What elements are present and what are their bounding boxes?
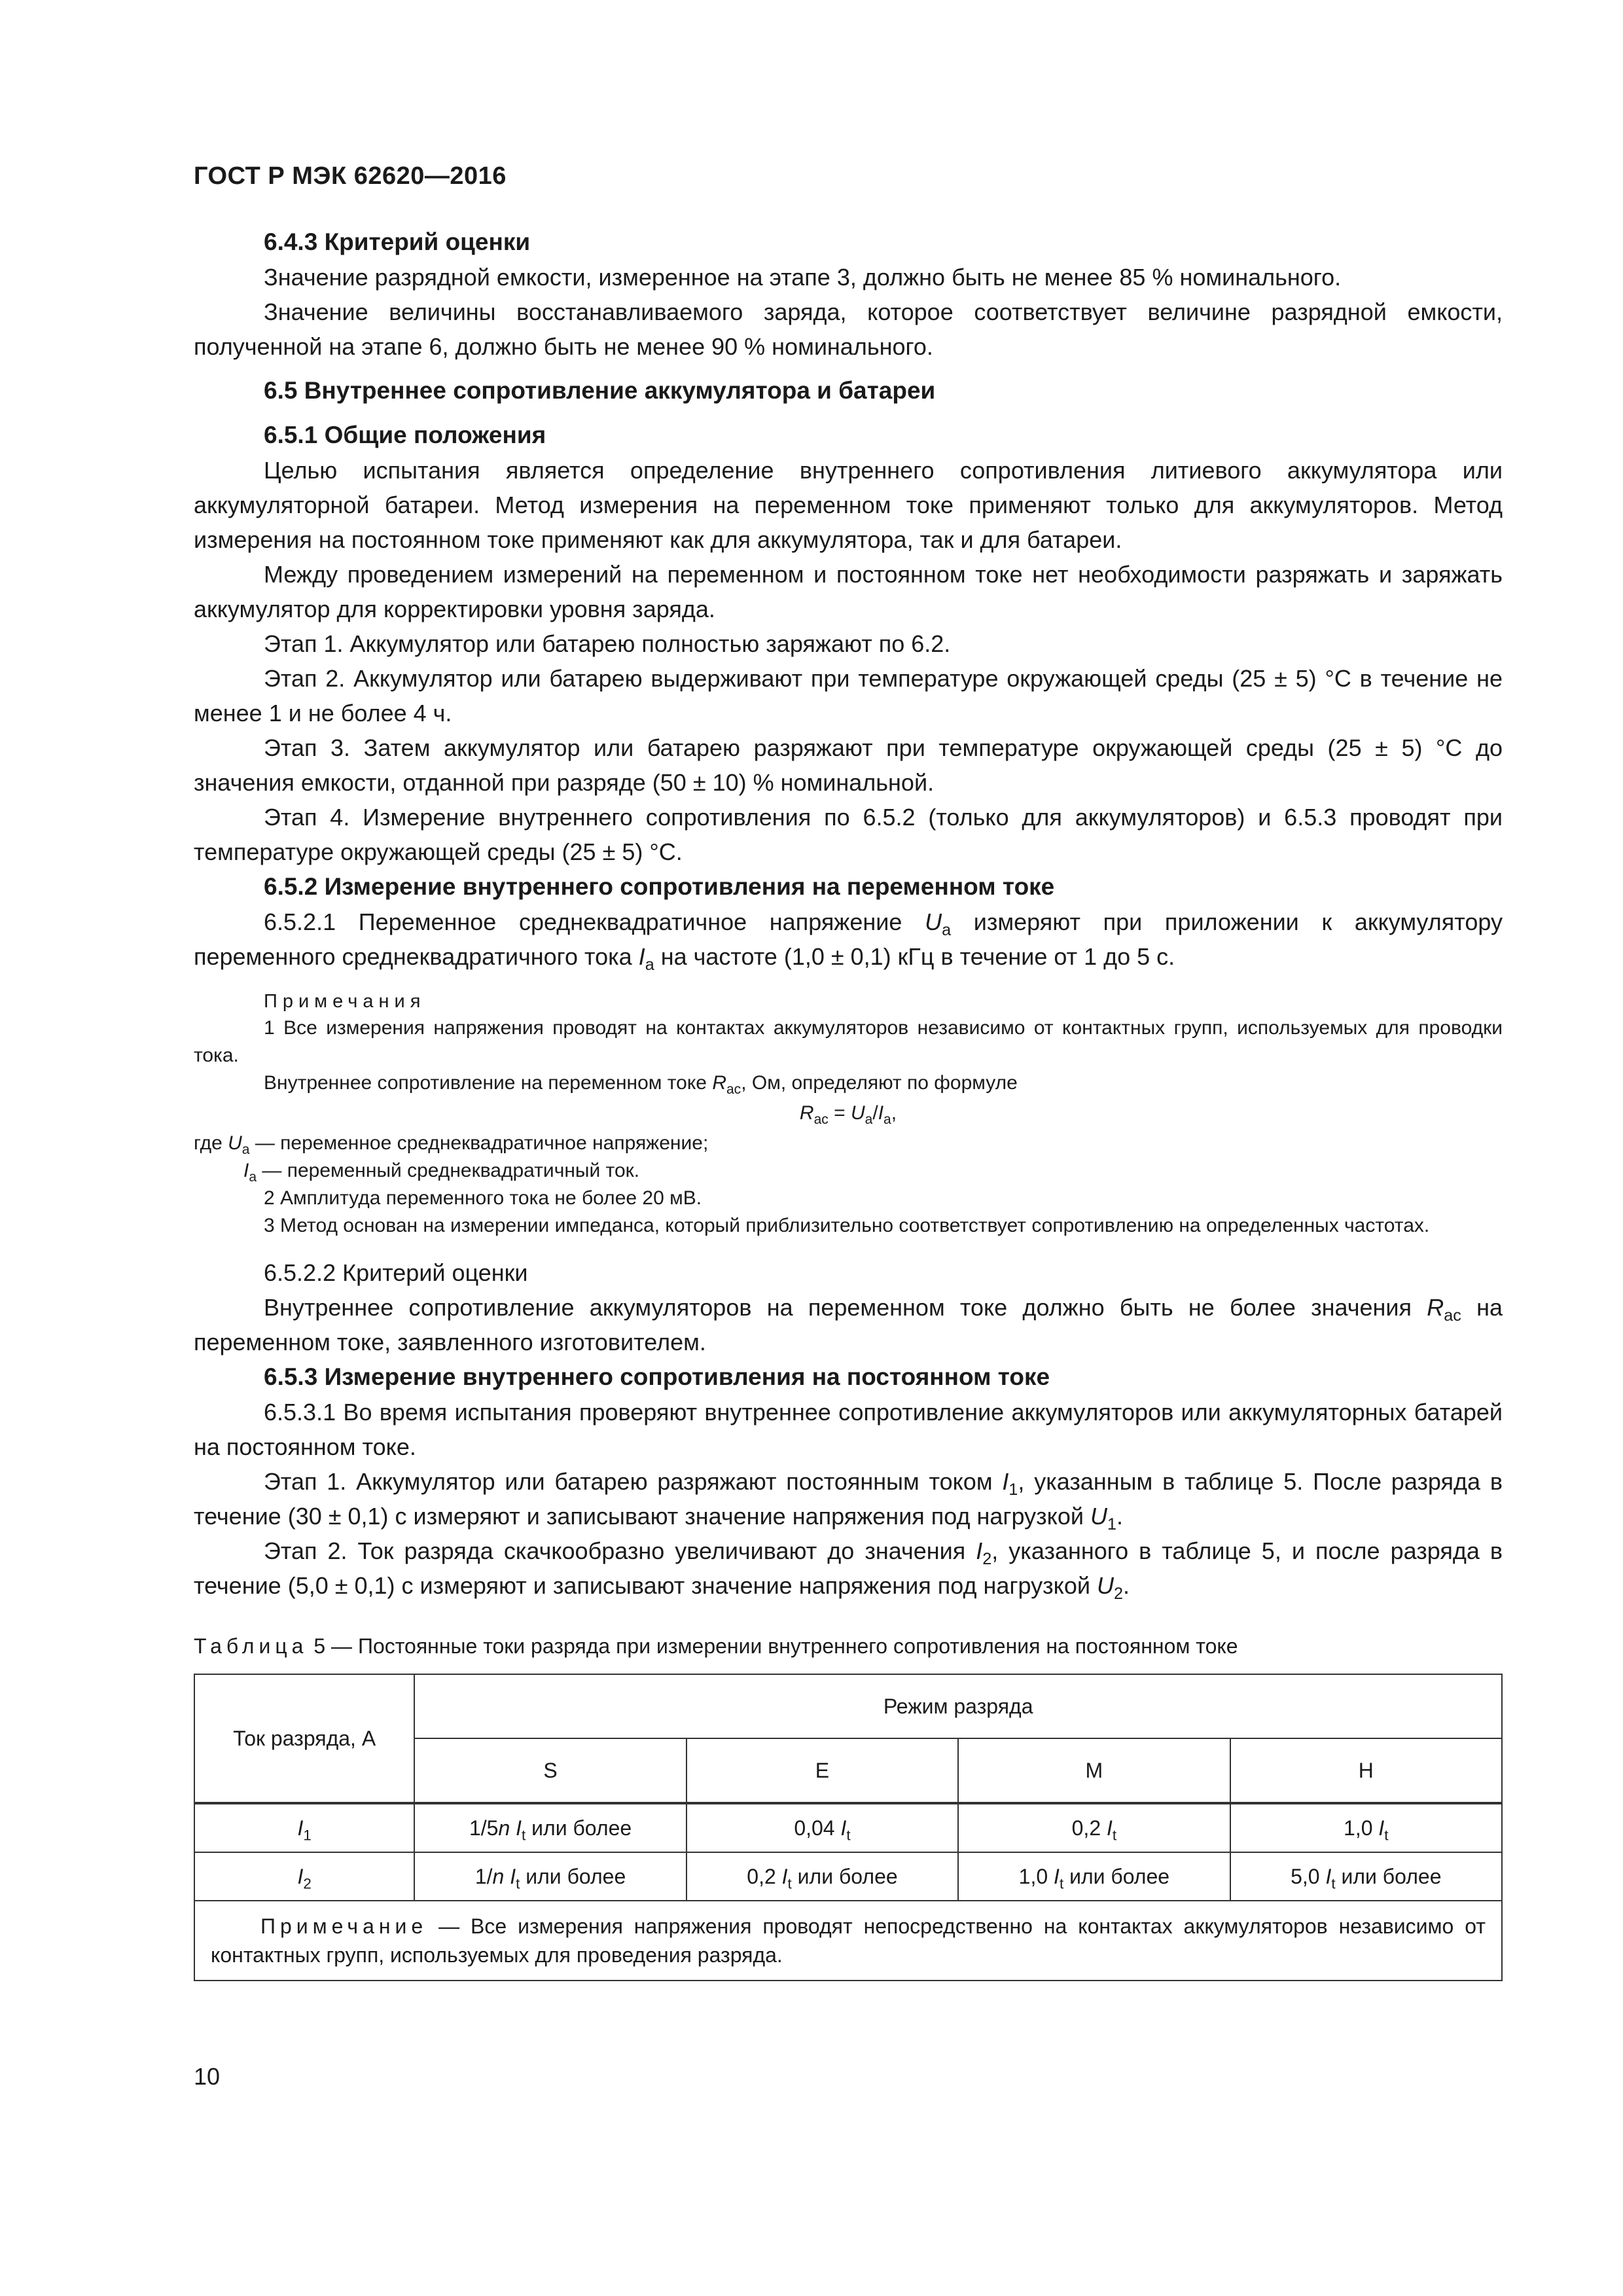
section-6-4-3-title: 6.4.3 Критерий оценки — [264, 228, 531, 255]
table-cell: 1,0 $I_t$ или более — [958, 1852, 1230, 1901]
document-header: ГОСТ Р МЭК 62620—2016 — [194, 162, 507, 190]
table-cell: 0,2 $I_t$ — [958, 1803, 1230, 1852]
table-row — [194, 1803, 1502, 1852]
table-cell: 0,2 $I_t$ или более — [687, 1852, 958, 1901]
table-5 — [194, 1674, 1503, 1981]
page-number: 10 — [194, 2063, 221, 2090]
paragraph: Целью испытания является определение внутреннего сопротивления литиевого аккумулятора или аккумуляторной батареи. Метод измерения на переменном токе применяют только для аккумуляторов. Метод измерения на постоянном токе применяют как для аккумулятора, так и для батареи. — [194, 457, 1503, 553]
page-content — [194, 162, 1503, 1981]
table-cell-i2: $I_2$ — [194, 1852, 414, 1901]
table-row — [194, 1852, 1502, 1901]
step-2-dc: Этап 2. Ток разряда скачкообразно увеличивают до значения $I_2$, указанного в таблице 5, и после разряда в течение (5,0 ± 0,1) с измеряют и записывают значение напряжения под нагрузкой $U_2$. — [194, 1537, 1503, 1604]
table-header-mode-h: H — [1230, 1738, 1502, 1803]
table-header-mode-m: M — [958, 1738, 1230, 1803]
paragraph: Значение разрядной емкости, измеренное на этапе 3, должно быть не менее 85 % номинального. — [264, 264, 1342, 291]
paragraph: Между проведением измерений на переменном и постоянном токе нет необходимости разряжать и заряжать аккумулятор для корректировки уровня заряда. — [194, 561, 1503, 622]
section-6-5-title: 6.5 Внутреннее сопротивление аккумулятора и батареи — [264, 377, 936, 404]
step-1-dc: Этап 1. Аккумулятор или батарею разряжают постоянным током $I_1$, указанным в таблице 5. После разряда в течение (30 ± 0,1) с измеряют и записывают значение напряжения под нагрузкой $U_1$. — [194, 1468, 1503, 1534]
table-cell: 1/n $I_t$ или более — [414, 1852, 686, 1901]
table-cell: 1/5n $I_t$ или более — [414, 1803, 686, 1852]
formula-where-u: где $U_a$ — переменное среднеквадратичное напряжение; — [194, 1132, 709, 1157]
section-6-5-2-2-title: 6.5.2.2 Критерий оценки — [264, 1259, 528, 1286]
table-header-current: Ток разряда, А — [194, 1674, 414, 1803]
step-3: Этап 3. Затем аккумулятор или батарею разряжают при температуре окружающей среды (25 ± 5) °С до значения емкости, отданной при разряде (50 ± 10) % номинальной. — [194, 734, 1503, 796]
note-2: 2 Амплитуда переменного тока не более 20 мВ. — [264, 1187, 702, 1209]
paragraph: Значение величины восстанавливаемого заряда, которое соответствует величине разрядной емкости, полученной на этапе 6, должно быть не менее 90 % номинального. — [194, 298, 1503, 360]
table-cell: 0,04 $I_t$ — [687, 1803, 958, 1852]
paragraph-6-5-3-1: 6.5.3.1 Во время испытания проверяют внутреннее сопротивление аккумуляторов или аккумуляторных батарей на постоянном токе. — [194, 1399, 1503, 1460]
paragraph-6-5-2-2: Внутреннее сопротивление аккумуляторов на переменном токе должно быть не более значения $R_{ac}$ на переменном токе, заявленного изготовителем. — [194, 1294, 1503, 1355]
section-6-5-2-title: 6.5.2 Измерение внутреннего сопротивления на переменном токе — [264, 873, 1055, 900]
table-header-mode: Режим разряда — [414, 1674, 1502, 1738]
table-note: Примечание — Все измерения напряжения проводят непосредственно на контактах аккумуляторов независимо от контактных групп, используемых для проведения разряда. — [194, 1901, 1502, 1981]
table-header-mode-s: S — [414, 1738, 686, 1803]
formula: $R_{ac} = U_a/I_a$, — [799, 1102, 897, 1127]
note-1: 1 Все измерения напряжения проводят на контактах аккумуляторов независимо от контактных групп, используемых для проводки тока. — [194, 1017, 1503, 1066]
table-cell: 1,0 $I_t$ — [1230, 1803, 1502, 1852]
step-1: Этап 1. Аккумулятор или батарею полностью заряжают по 6.2. — [264, 630, 951, 657]
table-header-mode-e: E — [687, 1738, 958, 1803]
step-2: Этап 2. Аккумулятор или батарею выдерживают при температуре окружающей среды (25 ± 5) °С в течение не менее 1 и не более 4 ч. — [194, 665, 1503, 726]
notes-title: Примечания — [264, 991, 426, 1012]
note-3: 3 Метод основан на измерении импеданса, который приблизительно соответствует сопротивлению на определенных частотах. — [264, 1215, 1430, 1236]
section-6-5-1-title: 6.5.1 Общие положения — [264, 422, 546, 448]
table-cell-i1: $I_1$ — [194, 1803, 414, 1852]
table-5-caption: Таблица 5 — Постоянные токи разряда при измерении внутреннего сопротивления на постоянном токе — [194, 1634, 1238, 1658]
table-cell: 5,0 $I_t$ или более — [1230, 1852, 1502, 1901]
note-1-formula-intro: Внутреннее сопротивление на переменном токе $R_{ac}$, Ом, определяют по формуле — [264, 1072, 1018, 1097]
section-6-5-3-title: 6.5.3 Измерение внутреннего сопротивления на постоянном токе — [264, 1363, 1050, 1390]
paragraph-6-5-2-1: 6.5.2.1 Переменное среднеквадратичное напряжение $U_a$ измеряют при приложении к аккумулятору переменного среднеквадратичного тока $I_a$ на частоте (1,0 ± 0,1) кГц в течение от 1 до 5 с. — [194, 908, 1503, 975]
step-4: Этап 4. Измерение внутреннего сопротивления по 6.5.2 (только для аккумуляторов) и 6.5.3 проводят при температуре окружающей среды (25 ± 5) °С. — [194, 804, 1503, 865]
formula-where-i: $I_a$ — переменный среднеквадратичный ток. — [243, 1160, 640, 1185]
